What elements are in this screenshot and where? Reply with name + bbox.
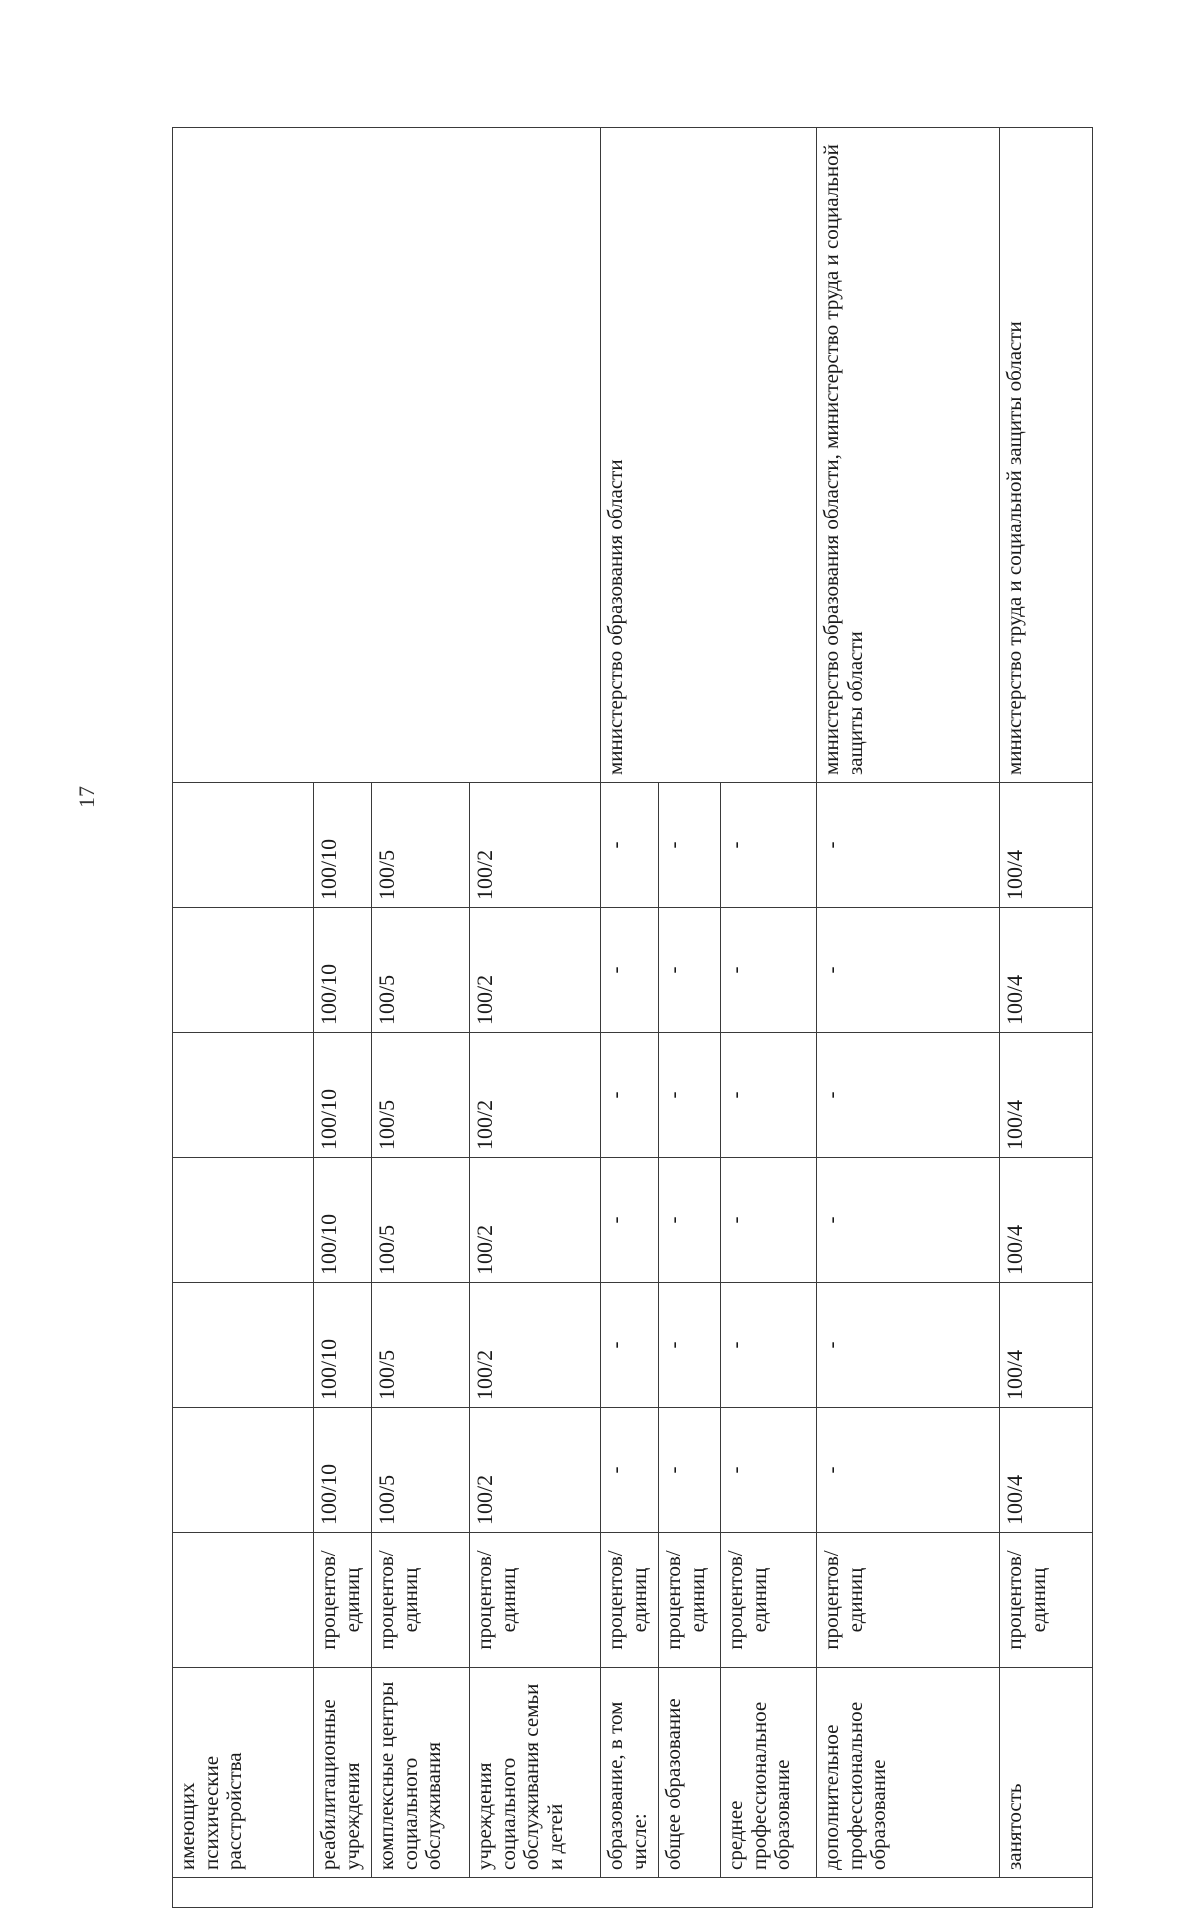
unit-cell: процентов/ единиц	[721, 1533, 817, 1668]
value-cell: 100/5	[372, 1283, 470, 1408]
value-cell: 100/4	[1000, 1158, 1093, 1283]
value-cell: -	[721, 1033, 817, 1158]
page-number: 17	[74, 786, 99, 808]
value-cell: -	[659, 908, 721, 1033]
row-name: дополнительное профессиональное образование	[817, 1668, 1000, 1878]
value-cell: -	[817, 1033, 1000, 1158]
table-row	[817, 128, 1000, 1908]
value-cell: 100/2	[470, 783, 601, 908]
value-cell: -	[601, 1283, 659, 1408]
value-cell: 100/2	[470, 1158, 601, 1283]
row-name: имеющих психические расстройства	[173, 1668, 314, 1878]
unit-cell: процентов/ единиц	[601, 1533, 659, 1668]
value-cell: 100/4	[1000, 1033, 1093, 1158]
value-cell: -	[721, 1408, 817, 1533]
row-name: занятость	[1000, 1668, 1093, 1878]
value-cell: 100/10	[314, 908, 372, 1033]
value-cell: 100/10	[314, 1158, 372, 1283]
value-cell: 100/10	[314, 1283, 372, 1408]
value-cell: -	[659, 783, 721, 908]
unit-cell: процентов/ единиц	[470, 1533, 601, 1668]
value-cell	[173, 1408, 314, 1533]
value-cell: 100/4	[1000, 783, 1093, 908]
row-name: реабилитационные учреждения	[314, 1668, 372, 1878]
value-cell	[173, 783, 314, 908]
unit-cell	[173, 1533, 314, 1668]
value-cell: 100/5	[372, 1033, 470, 1158]
responsible-cell	[173, 128, 601, 783]
unit-cell: процентов/ единиц	[817, 1533, 1000, 1668]
value-cell	[173, 1033, 314, 1158]
value-cell: -	[601, 1158, 659, 1283]
value-cell: -	[659, 1158, 721, 1283]
rotated-table-container	[172, 128, 1092, 1908]
value-cell: 100/2	[470, 908, 601, 1033]
value-cell: 100/4	[1000, 908, 1093, 1033]
row-name: учреждения социального обслуживания семьи и детей	[470, 1668, 601, 1878]
value-cell: 100/2	[470, 1033, 601, 1158]
value-cell: -	[659, 1033, 721, 1158]
value-cell: -	[817, 1408, 1000, 1533]
value-cell: 100/4	[1000, 1283, 1093, 1408]
value-cell: -	[601, 1033, 659, 1158]
unit-cell: процентов/ единиц	[659, 1533, 721, 1668]
value-cell: -	[601, 1408, 659, 1533]
value-cell: 100/4	[1000, 1408, 1093, 1533]
value-cell: 100/2	[470, 1283, 601, 1408]
row-name: общее образование	[659, 1668, 721, 1878]
unit-cell: процентов/ единиц	[314, 1533, 372, 1668]
value-cell: -	[659, 1408, 721, 1533]
value-cell: -	[817, 908, 1000, 1033]
value-cell: -	[817, 1283, 1000, 1408]
value-cell: -	[817, 783, 1000, 908]
value-cell: 100/5	[372, 1158, 470, 1283]
value-cell: 100/5	[372, 1408, 470, 1533]
row-name: образование, в том числе:	[601, 1668, 659, 1878]
indicators-table	[172, 127, 1093, 1908]
unit-cell: процентов/ единиц	[372, 1533, 470, 1668]
value-cell: -	[659, 1283, 721, 1408]
table-row	[601, 128, 659, 1908]
value-cell: -	[721, 908, 817, 1033]
table-row	[173, 128, 314, 1908]
value-cell	[173, 1283, 314, 1408]
value-cell: -	[601, 783, 659, 908]
row-name: комплексные центры социального обслуживания	[372, 1668, 470, 1878]
value-cell: -	[721, 1283, 817, 1408]
value-cell	[173, 908, 314, 1033]
value-cell: -	[721, 783, 817, 908]
value-cell	[173, 1158, 314, 1283]
value-cell: 100/5	[372, 908, 470, 1033]
responsible-cell: министерство труда и социальной защиты области	[1000, 128, 1093, 783]
responsible-cell: министерство образования области, министерство труда и социальной защиты области	[817, 128, 1000, 783]
value-cell: 100/10	[314, 783, 372, 908]
index-cell	[173, 1878, 1093, 1908]
unit-cell: процентов/ единиц	[1000, 1533, 1093, 1668]
value-cell: -	[601, 908, 659, 1033]
row-name: среднее профессиональное образование	[721, 1668, 817, 1878]
responsible-cell: министерство образования области	[601, 128, 817, 783]
value-cell: 100/10	[314, 1408, 372, 1533]
value-cell: 100/5	[372, 783, 470, 908]
value-cell: 100/10	[314, 1033, 372, 1158]
value-cell: -	[721, 1158, 817, 1283]
value-cell: 100/2	[470, 1408, 601, 1533]
table-row	[1000, 128, 1093, 1908]
value-cell: -	[817, 1158, 1000, 1283]
